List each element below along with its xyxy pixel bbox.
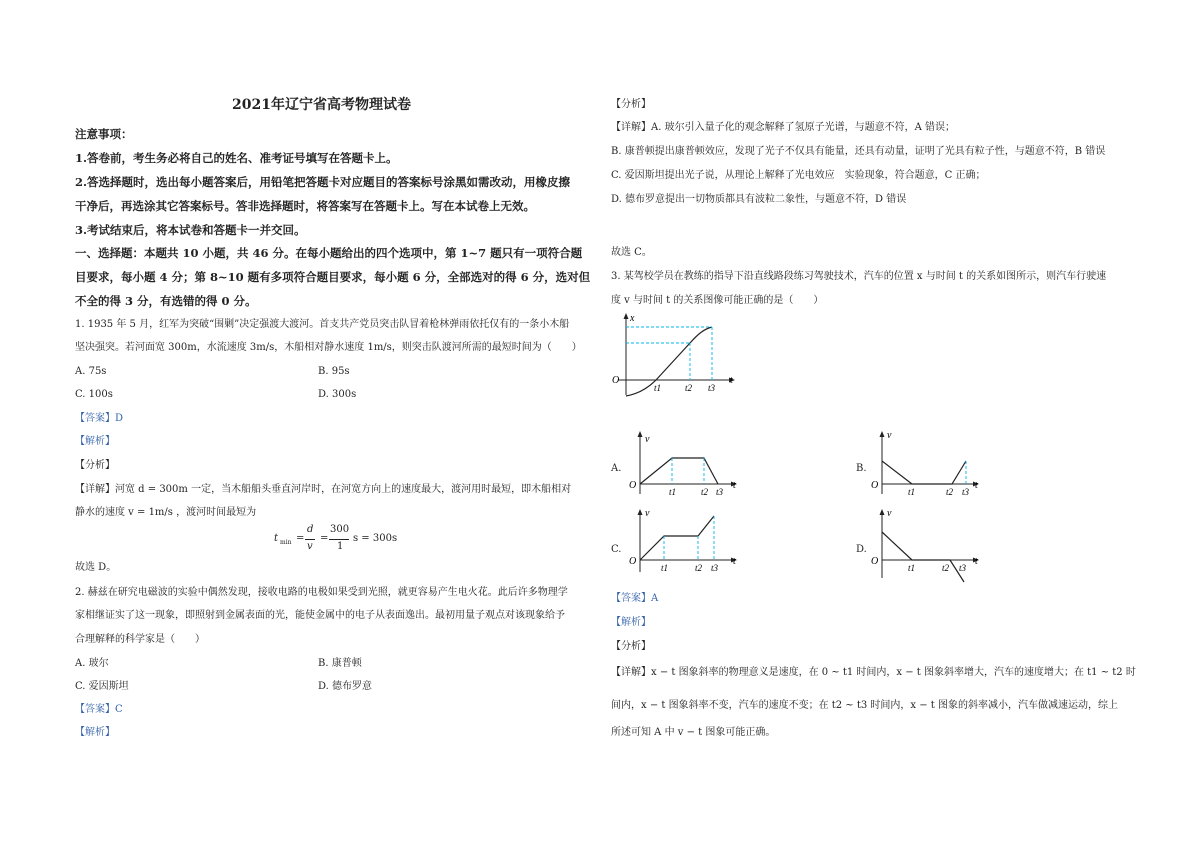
origin-label: O: [871, 556, 879, 567]
tick-t3: t3: [716, 487, 724, 497]
origin-label: O: [871, 480, 879, 491]
q3-stem: 度 v 与时间 t 的关系图像可能正确的是（ ）: [611, 295, 824, 306]
q3-detail: 间内，x − t 图象斜率不变，汽车的速度不变；在 t2 ~ t3 时间内，x − t 图象的斜率减小，汽车做减速运动，综上: [611, 700, 1119, 711]
tick-t3: t3: [711, 563, 719, 573]
q1-stem: 1. 1935 年 5 月，红军为突破“围剿”决定强渡大渡河。首支共产党员突击队冒着枪林弹雨依托仅有的一条小木船: [75, 319, 570, 330]
q3-analysis-tag: 【解析】: [611, 617, 651, 628]
v-t-graph-b: [866, 428, 986, 498]
tick-t2: t2: [701, 487, 709, 497]
q2-detail: C. 爱因斯坦提出光子说，从理论上解释了光电效应 实验现象，符合题意，C 正确；: [611, 170, 986, 181]
tick-t1: t1: [654, 383, 662, 393]
formula-t: t: [274, 533, 279, 544]
page-title: 2021年辽宁省高考物理试卷: [232, 97, 411, 113]
tick-t2: t2: [946, 487, 954, 497]
axis-label-t: t: [730, 375, 733, 386]
tick-t2: t2: [695, 563, 703, 573]
q3-option-b-label: B.: [856, 463, 867, 474]
x-t-graph: [604, 310, 744, 400]
q2-stem: 2. 赫兹在研究电磁波的实验中偶然发现，接收电路的电极如果受到光照，就更容易产生电火花。此后许多物理学: [75, 587, 568, 598]
q3-detail: 所述可知 A 中 v − t 图象可能正确。: [611, 727, 776, 738]
tick-t2: t2: [942, 563, 950, 573]
axis-label-x: x: [630, 313, 635, 324]
q3-option-d-label: D.: [856, 544, 867, 555]
section-line: 一、选择题：本题共 10 小题，共 46 分。在每小题给出的四个选项中，第 1~7 题只有一项符合题: [75, 246, 583, 260]
tick-t1: t1: [908, 563, 916, 573]
q2-detail: 【详解】A. 玻尔引入量子化的观念解释了氢原子光谱，与题意不符，A 错误；: [611, 122, 955, 133]
fraction-bar: [305, 539, 315, 540]
section-line: 不全的得 3 分，有选错的得 0 分。: [75, 294, 257, 308]
q1-answer: 【答案】D: [75, 413, 124, 424]
q1-stem: 坚决强突。若河面宽 300m，水流速度 3m/s，木船相对静水速度 1m/s，则突击队渡河所需的最短时间为（ ）: [75, 342, 582, 353]
axis-label-t: t: [733, 480, 736, 491]
axis-label-v: v: [645, 434, 650, 445]
q3-option-a-label: A.: [611, 463, 622, 474]
v-t-graph-a: [624, 428, 744, 498]
axis-label-t: t: [733, 556, 736, 567]
formula-tail: s = 300s: [353, 533, 398, 544]
formula-sub: min: [280, 539, 292, 546]
q3-answer: 【答案】A: [611, 593, 659, 604]
tick-t2: t2: [685, 383, 693, 393]
notice-heading: 注意事项：: [75, 127, 133, 141]
q2-answer: 【答案】C: [75, 704, 123, 715]
axis-label-v: v: [887, 430, 892, 441]
formula-num: 300: [330, 524, 350, 535]
q3-detail: 【详解】x − t 图象斜率的物理意义是速度，在 0 ~ t1 时间内，x − t 图象斜率增大，汽车的速度增大；在 t1 ~ t2 时: [611, 667, 1136, 678]
q1-option-a: A. 75s: [75, 366, 107, 377]
origin-label: O: [612, 375, 620, 386]
tick-t3: t3: [708, 383, 716, 393]
tick-t1: t1: [661, 563, 669, 573]
q1-conclusion: 故选 D。: [75, 562, 117, 573]
v-t-graph-c: [624, 506, 744, 576]
q1-analysis-tag: 【解析】: [75, 436, 115, 447]
formula-eq: =: [296, 533, 305, 544]
q2-analysis-tag: 【解析】: [75, 727, 115, 738]
notice-item: 3.考试结束后，将本试卷和答题卡一并交回。: [75, 223, 306, 237]
q1-option-d: D. 300s: [318, 389, 357, 400]
q3-stem: 3. 某驾校学员在教练的指导下沿直线路段练习驾驶技术，汽车的位置 x 与时间 t 的关系如图所示，则汽车行驶速: [611, 271, 1107, 282]
axis-label-v: v: [645, 508, 650, 519]
q1-detail: 【详解】河宽 d = 300m 一定，当木船船头垂直河岸时，在河宽方向上的速度最大，渡河用时最短，即木船相对: [75, 484, 572, 495]
q1-detail: 静水的速度 v = 1m/s ，渡河时间最短为: [75, 507, 257, 518]
notice-item: 干净后，再选涂其它答案标号。答非选择题时，将答案写在答题卡上。写在本试卷上无效。: [75, 199, 535, 213]
q2-option-b: B. 康普顿: [318, 658, 362, 669]
formula-den: 1: [337, 541, 344, 552]
origin-label: O: [629, 556, 637, 567]
tick-t3: t3: [959, 563, 967, 573]
q2-detail: B. 康普顿提出康普顿效应，发现了光子不仅具有能量，还具有动量，证明了光具有粒子性，与题意不符，B 错误: [611, 146, 1106, 157]
q2-option-a: A. 玻尔: [75, 658, 109, 669]
q2-stem: 合理解释的科学家是（ ）: [75, 634, 205, 645]
q2-conclusion: 故选 C。: [611, 247, 652, 258]
q3-option-c-label: C.: [611, 544, 622, 555]
section-line: 目要求，每小题 4 分；第 8~10 题有多项符合题目要求，每小题 6 分，全部选对的得 6 分，选对但: [75, 270, 591, 284]
q2-option-d: D. 德布罗意: [318, 681, 373, 692]
q1-fenxi: 【分析】: [75, 460, 115, 471]
formula-den: v: [307, 541, 313, 552]
q1-formula: [274, 522, 414, 558]
fenxi-tag: 【分析】: [611, 99, 651, 110]
q2-stem: 家相继证实了这一现象，即照射到金属表面的光，能使金属中的电子从表面逸出。最初用量子观点对该现象给予: [75, 610, 565, 621]
tick-t1: t1: [908, 487, 916, 497]
v-t-graph-d: [866, 506, 986, 586]
tick-t3: t3: [962, 487, 970, 497]
tick-t1: t1: [669, 487, 677, 497]
q1-option-c: C. 100s: [75, 389, 113, 400]
q2-detail: D. 德布罗意提出一切物质都具有波粒二象性，与题意不符，D 错误: [611, 194, 907, 205]
formula-eq: =: [320, 533, 329, 544]
formula-num: d: [307, 524, 314, 535]
notice-item: 2.答选择题时，选出每小题答案后，用铅笔把答题卡对应题目的答案标号涂黑如需改动，用橡皮擦: [75, 175, 571, 189]
fenxi-tag: 【分析】: [611, 641, 651, 652]
axis-label-v: v: [887, 508, 892, 519]
fraction-bar: [329, 539, 349, 540]
axis-label-t: t: [975, 480, 978, 491]
axis-label-t: t: [975, 556, 978, 567]
origin-label: O: [629, 480, 637, 491]
q1-option-b: B. 95s: [318, 366, 350, 377]
q2-option-c: C. 爱因斯坦: [75, 681, 129, 692]
notice-item: 1.答卷前，考生务必将自己的姓名、准考证号填写在答题卡上。: [75, 151, 398, 165]
